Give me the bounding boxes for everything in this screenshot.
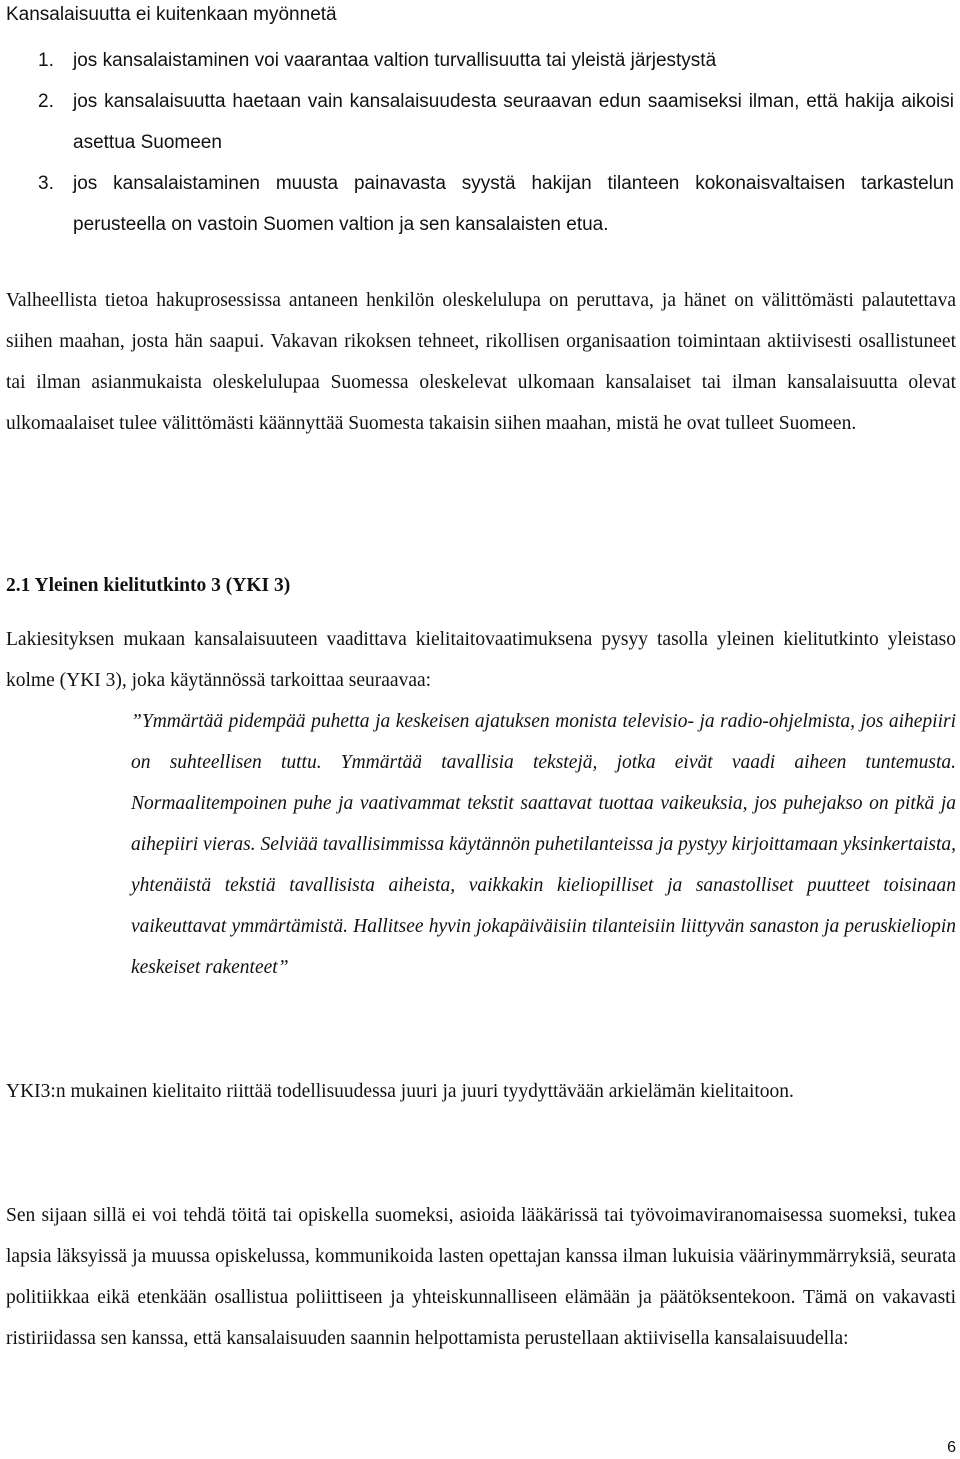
intro-line: Kansalaisuutta ei kuitenkaan myönnetä — [6, 4, 337, 25]
yki3-sufficiency-paragraph: YKI3:n mukainen kielitaito riittää todellisuudessa juuri ja juuri tyydyttävään arkielämän kielitaitoon. — [6, 1081, 794, 1102]
page-number: 6 — [947, 1439, 956, 1456]
list-item — [0, 81, 960, 163]
list-item-number: 2. — [38, 91, 54, 112]
language-requirement-paragraph: Lakiesityksen mukaan kansalaisuuteen vaadittava kielitaitovaatimuksena pysyy tasolla yleinen kielitutkinto yleistaso kolme (YKI 3), joka käytännössä tarkoittaa seuraavaa: — [6, 629, 956, 691]
list-item-text: jos kansalaistaminen voi vaarantaa valtion turvallisuutta tai yleistä järjestystä — [73, 50, 717, 71]
criteria-list — [0, 40, 960, 245]
list-item-number: 1. — [38, 50, 54, 71]
yki3-description-quote: ”Ymmärtää pidempää puhetta ja keskeisen ajatuksen monista televisio- ja radio-ohjelmista, jos aihepiiri on suhteellisen tuttu. Ymmärtää tavallisia tekstejä, jotka eivät vaadi aiheen tuntemusta. Normaalitempoinen puhe ja vaativammat tekstit saattavat tuottaa vaikeuksia, jos puhejakso on pitkä ja aihepiiri vieras. Selviää tavallisimmissa käytännön puhetilanteissa ja pystyy kirjoittamaan yksinkertaista, yhtenäistä tekstiä tavallisista aiheista, vaikkakin kieliopilliset ja sanastolliset puutteet toisinaan vaikeuttavat ymmärtämistä. Hallitsee hyvin jokapäiväisiin tilanteisiin liittyvän sanaston ja peruskieliopin keskeiset rakenteet” — [131, 711, 956, 978]
list-item — [0, 163, 960, 245]
consequences-paragraph: Sen sijaan sillä ei voi tehdä töitä tai opiskella suomeksi, asioida lääkärissä tai työvoimaviranomaisessa suomeksi, tukea lapsia läksyissä ja muussa opiskelussa, kommunikoida lasten opettajan kanssa ilman lukuisia väärinymmärryksiä, seurata politiikkaa eikä etenkään osallistua poliittiseen ja yhteiskunnalliseen elämään ja päätöksentekoon. Tämä on vakavasti ristiriidassa sen kanssa, että kansalaisuuden saannin helpottamista perustellaan aktiivisella kansalaisuudella: — [6, 1205, 956, 1349]
residence-permit-paragraph: Valheellista tietoa hakuprosessissa antaneen henkilön oleskelulupa on peruttava, ja hänet on välittömästi palautettava siihen maahan, josta hän saapui. Vakavan rikoksen tehneet, rikollisen organisaation toimintaan aktiivisesti osallistuneet tai ilman asianmukaista oleskelulupaa Suomessa oleskelevat ulkomaan kansalaiset tai ilman kansalaisuutta olevat ulkomaalaiset tulee välittömästi käännyttää Suomesta takaisin siihen maahan, mistä he ovat tulleet Suomeen. — [6, 290, 956, 434]
section-heading: 2.1 Yleinen kielitutkinto 3 (YKI 3) — [6, 575, 291, 596]
list-item-number: 3. — [38, 173, 54, 194]
list-item — [0, 40, 960, 81]
list-item-text: jos kansalaisuutta haetaan vain kansalaisuudesta seuraavan edun saamiseksi ilman, että hakija aikoisi asettua Suomeen — [73, 91, 954, 153]
list-item-text: jos kansalaistaminen muusta painavasta syystä hakijan tilanteen kokonaisvaltaisen tarkastelun perusteella on vastoin Suomen valtion ja sen kansalaisten etua. — [73, 173, 954, 235]
